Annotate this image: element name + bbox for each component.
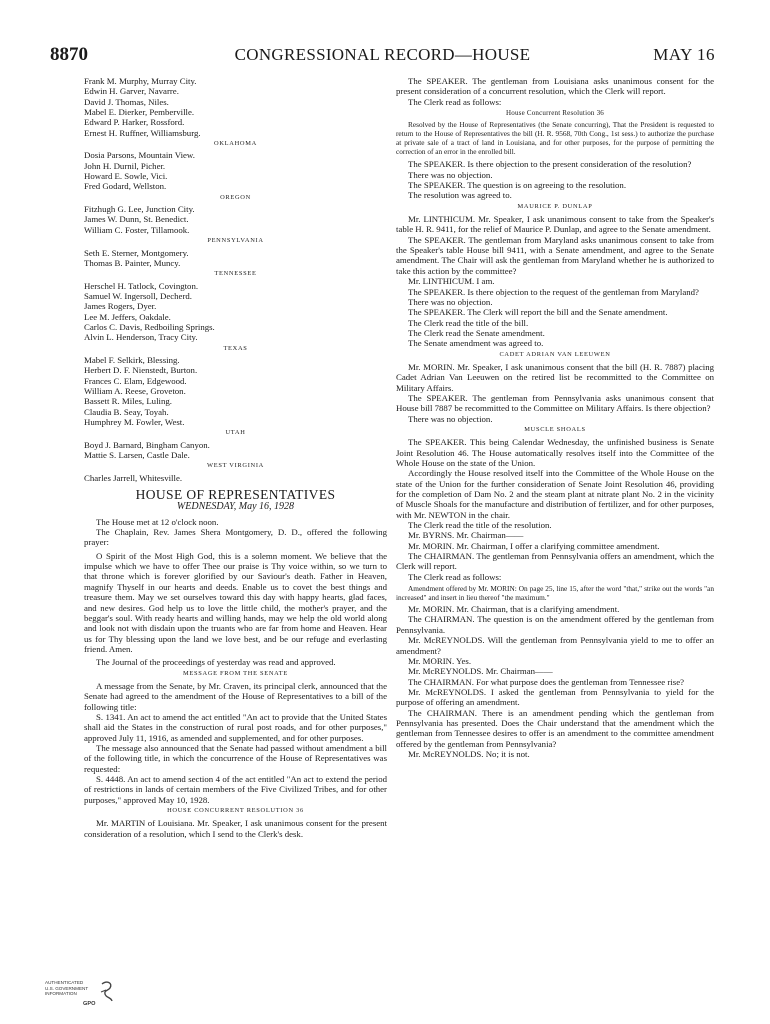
list-item: Edwin H. Garver, Navarre. [84,86,179,97]
state-heading-texas: TEXAS [223,344,248,352]
page-number: 8870 [50,44,88,65]
paragraph: The SPEAKER. This being Calendar Wednesday, the unfinished business is Senate Joint Resolution 46. The House automatically resolves itself into the Committee of the Whole House on the state of the Union. [396,437,714,468]
paragraph: The CHAIRMAN. There is an amendment pending which the gentleman from Pennsylvania has presented. Does the Chair understand that the amendment which the gentleman from Tennessee desires to offer is an amendment to the committee amendment offered by the gentleman from Pennsylvania? [396,707,714,749]
paragraph: The CHAIRMAN. The question is on the amendment offered by the gentleman from Pennsylvania. [396,614,714,635]
eagle-icon [99,980,115,1004]
list-item: John H. Durnil, Picher. [84,160,166,171]
paragraph: Mr. MARTIN of Louisiana. Mr. Speaker, I ask unanimous consent for the present consideration of a resolution, which I send to the Clerk's desk. [84,818,387,839]
list-item: Fred Godard, Wellston. [84,181,167,192]
section-heading-hcr-36: HOUSE CONCURRENT RESOLUTION 36 [167,807,304,815]
state-heading-utah: UTAH [225,429,246,437]
list-item: Samuel W. Ingersoll, Decherd. [84,290,192,301]
paragraph: S. 4448. An act to amend section 4 of the act entitled "An act to extend the period of restrictions in lands of certain members of the Five Civilized Tribes, and for other purposes," approved May 10, 1928. [84,774,387,805]
seal-line: AUTHENTICATED [45,980,84,985]
publication-title: CONGRESSIONAL RECORD—HOUSE [234,45,531,64]
paragraph: There was no objection. [408,413,493,424]
paragraph: Mr. MORIN. Yes. [408,655,472,666]
list-item: Herbert D. F. Nienstedt, Burton. [84,365,198,376]
paragraph: S. 1341. An act to amend the act entitled "An act to provide that the United States shall aid the States in the construction of rural post roads, and for other purposes," approved July 11, 1916, as amended and supplemented, and for other purposes. [84,711,387,743]
right-column [396,76,714,759]
state-heading-west-virginia: WEST VIRGINIA [207,462,264,470]
paragraph: There was no objection. [408,169,493,180]
list-item: Thomas B. Painter, Muncy. [84,257,181,268]
list-item: Mattie S. Larsen, Castle Dale. [84,450,190,461]
paragraph: The SPEAKER. Is there objection to the present consideration of the resolution? [408,159,692,170]
paragraph: Mr. MORIN. Mr. Chairman, that is a clarifying amendment. [408,604,620,615]
paragraph: The SPEAKER. The Clerk will report the bill and the Senate amendment. [408,307,668,318]
paragraph: The CHAIRMAN. The gentleman from Pennsylvania offers an amendment, which the Clerk will report. [396,551,714,572]
paragraph: There was no objection. [408,296,493,307]
session-date: WEDNESDAY, May 16, 1928 [176,501,295,513]
seal-line: INFORMATION [45,991,77,996]
paragraph: Mr. McREYNOLDS. I asked the gentleman from Pennsylvania to yield for the purpose of offering an amendment. [396,686,714,708]
list-item: Carlos C. Davis, Redboiling Springs. [84,321,215,332]
list-item: Humphrey M. Fowler, West. [84,417,185,427]
paragraph: Mr. BYRNS. Mr. Chairman—— [408,530,524,541]
paragraph: Mr. MORIN. Mr. Chairman, I offer a clarifying committee amendment. [408,540,660,551]
list-item: Seth E. Sterner, Montgomery. [84,247,189,258]
list-item: Edward P. Harker, Rossford. [84,117,185,128]
list-item: Charles Jarrell, Whitesville. [84,472,183,483]
paragraph: The Clerk read the title of the bill. [408,317,529,328]
state-heading-oklahoma: OKLAHOMA [214,140,257,148]
list-item: Bassett R. Miles, Luling. [84,396,172,407]
left-column [84,76,387,839]
page-date: MAY 16 [653,45,715,64]
paragraph: The CHAIRMAN. For what purpose does the gentleman from Tennessee rise? [408,676,685,687]
paragraph: The Senate amendment was agreed to. [408,338,544,349]
section-title-house: HOUSE OF REPRESENTATIVES [135,487,336,503]
paragraph: Mr. LINTHICUM. I am. [408,276,495,287]
gpo-authentication-seal [45,980,105,1010]
state-heading-oregon: OREGON [220,193,251,201]
paragraph: The resolution was agreed to. [408,190,512,201]
paragraph: The House met at 12 o'clock noon. [96,516,219,527]
paragraph: Mr. LINTHICUM. Mr. Speaker, I ask unanimous consent to take from the Speaker's table H. R. 9411, for the relief of Maurice P. Dunlap, and agree to the Senate amendment. [396,214,714,235]
resolution-title: House Concurrent Resolution 36 [506,109,604,118]
paragraph: The SPEAKER. Is there objection to the request of the gentleman from Maryland? [408,286,699,297]
paragraph: The Chaplain, Rev. James Shera Montgomery, D. D., offered the following prayer: [84,527,387,548]
section-heading-dunlap: MAURICE P. DUNLAP [517,202,593,210]
section-heading-muscle-shoals: MUSCLE SHOALS [524,425,586,433]
list-item: Lee M. Jeffers, Oakdale. [84,311,171,322]
list-item: Herschel H. Tatlock, Covington. [84,280,199,291]
paragraph: The Clerk read the title of the resolution. [408,520,552,531]
paragraph: The SPEAKER. The gentleman from Pennsylvania asks unanimous consent that House bill 7887 be recommitted to the Committee on Military Affairs. Is there objection? [396,392,714,414]
paragraph: The message also announced that the Senate had passed without amendment a bill of the following title, in which the concurrence of the House of Representatives was requested: [84,742,387,774]
list-item: Mabel E. Dierker, Pemberville. [84,107,195,118]
list-item: William A. Reese, Groveton. [84,385,186,396]
list-item: Howard E. Sowle, Vici. [84,171,168,182]
list-item: Frank M. Murphy, Murray City. [84,76,197,86]
paragraph: The Journal of the proceedings of yesterday was read and approved. [96,657,336,668]
paragraph: Mr. MORIN. Mr. Speaker, I ask unanimous consent that the bill (H. R. 7887) placing Cadet Adrian Van Leeuwen on the retired list be recommitted to the Committee on Military Affairs. [396,361,714,393]
state-heading-pennsylvania: PENNSYLVANIA [207,237,264,245]
section-heading-senate-message: MESSAGE FROM THE SENATE [183,669,288,677]
paragraph: The SPEAKER. The gentleman from Maryland asks unanimous consent to take from the Speaker's table House bill 9411, with a Senate amendment, and agree to the Senate amendment. The Chair will ask the gentleman from Maryland whether he is authorized to take this action by the committee? [396,234,714,276]
list-item: Frances C. Elam, Edgewood. [84,375,187,386]
list-item: Claudia B. Seay, Toyah. [84,406,169,417]
paragraph: The SPEAKER. The question is on agreeing to the resolution. [408,180,627,191]
paragraph: The Clerk read as follows: [408,96,502,107]
list-item: Fitzhugh G. Lee, Junction City. [84,204,195,215]
list-item: Alvin L. Henderson, Tracy City. [84,332,198,343]
paragraph: The Clerk read the Senate amendment. [408,327,545,338]
paragraph: A message from the Senate, by Mr. Craven, its principal clerk, announced that the Senate had agreed to the amendment of the House of Representatives to a bill of the following title: [84,680,387,712]
resolution-text: Resolved by the House of Representatives (the Senate concurring), That the President is requested to return to the House of Representatives the bill (H. R. 9568, 70th Cong., 1st sess.) to authorize the purchase at private sale of a tract of land in Louisiana, and for other purposes, for the purpose of permitting the correction of an error in the enrolled bill. [396,120,714,157]
list-item: Mabel F. Selkirk, Blessing. [84,354,180,365]
list-item: Boyd J. Barnard, Bingham Canyon. [84,439,210,450]
list-item: David J. Thomas, Niles. [84,96,169,107]
paragraph: Accordingly the House resolved itself into the Committee of the Whole House on the state of the Union for the further consideration of Senate Joint Resolution 46, providing for the completion of Dam No. 2 and the steam plant at nitrate plant No. 2 in the vicinity of Muscle Shoals for the manufacture and distribution of fertilizer, and for other purposes, with Mr. NEWTON in the chair. [396,468,714,520]
list-item: Dosia Parsons, Mountain View. [84,150,195,161]
paragraph: Mr. McREYNOLDS. Will the gentleman from Pennsylvania yield to me to offer an amendment? [396,635,714,656]
list-item: William C. Foster, Tillamook. [84,224,190,235]
amendment-text: Amendment offered by Mr. MORIN: On page 25, line 15, after the word "that," strike out the words "an increased" and insert in lieu thereof "the maximum." [396,584,714,603]
paragraph: The SPEAKER. The gentleman from Louisiana asks unanimous consent for the present consideration of a concurrent resolution, which the Clerk will report. [396,76,714,97]
list-item: James W. Dunn, St. Benedict. [84,214,189,225]
prayer-paragraph: O Spirit of the Most High God, this is a solemn moment. We believe that the impulse which we have to offer Thee our praise is Thy voice within, so we turn to that throne which is forever glorified by our Saviour's death. Father in Heaven, magnify Thyself in our hearts and deeds. Enable us to covet the best things and treasure them. May we set ourselves toward this day with happy hearts, glad faces, and new desires. God help us to love the little child, the mother's prayer, and the beggar's soul. With ready hearts and willing hands, may we help the old world along and look not with disdain upon the truants who are far from home and Heaven. Hear us for Thy blessing upon the land we love best, and be our refuge and everlasting friend. Amen. [84,550,387,654]
paragraph: Mr. McREYNOLDS. No; it is not. [408,748,530,759]
section-heading-cadet: CADET ADRIAN VAN LEEUWEN [499,350,611,358]
seal-line: U.S. GOVERNMENT [45,985,89,991]
page-header [50,44,715,68]
paragraph: The Clerk read as follows: [408,571,502,582]
names-group-oh [84,76,387,138]
state-heading-tennessee: TENNESSEE [214,270,257,278]
list-item: Ernest H. Ruffner, Williamsburg. [84,127,201,138]
list-item: James Rogers, Dyer. [84,301,157,312]
gpo-label: GPO [83,1001,96,1007]
paragraph: Mr. McREYNOLDS. Mr. Chairman—— [408,666,553,677]
